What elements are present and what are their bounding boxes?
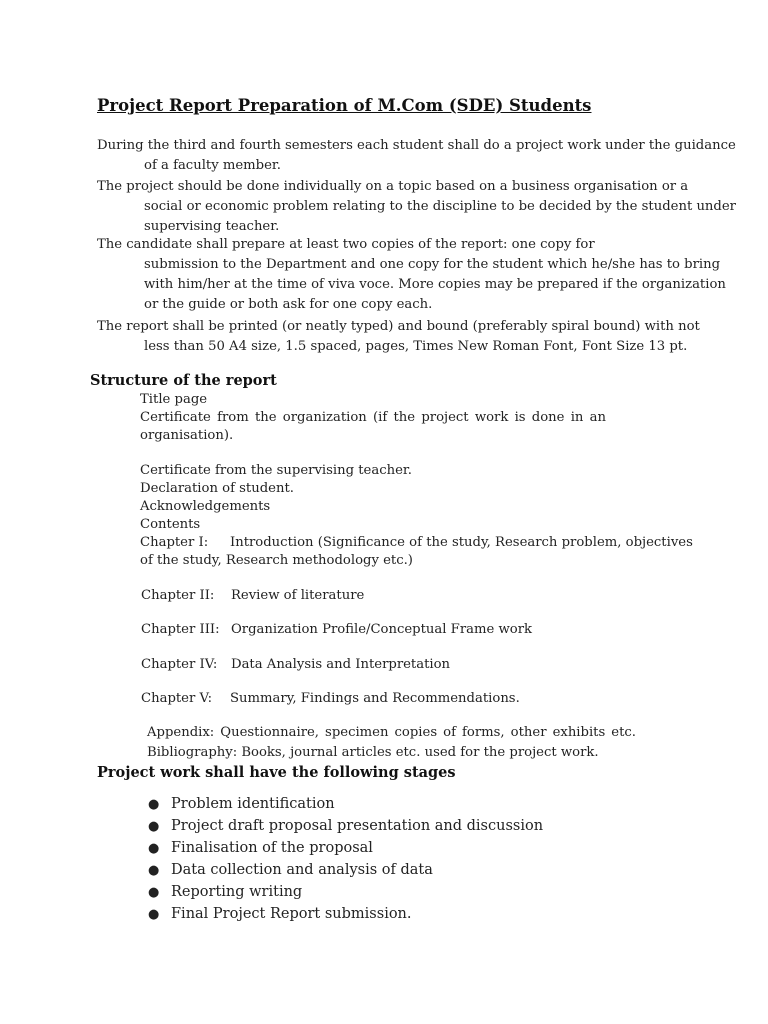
stage-text: Final Project Report submission. [171, 906, 412, 922]
structure-item [140, 410, 606, 425]
paragraph-guidance [97, 136, 736, 176]
structure-item: Certificate from the supervising teacher. [140, 463, 412, 478]
bullet-icon: ● [148, 907, 160, 922]
paragraph-line: The report shall be printed (or neatly typed) and bound (preferably spiral bound) with not [97, 319, 700, 334]
chapter-label: Chapter V: [141, 691, 213, 706]
structure-heading: Structure of the report [90, 372, 277, 389]
structure-item: Declaration of student. [140, 481, 294, 496]
paragraph-line: with him/her at the time of viva voce. More copies may be prepared if the organization [144, 277, 726, 292]
stage-text: Reporting writing [171, 884, 303, 900]
paragraph-topic [97, 177, 736, 237]
stages-heading: Project work shall have the following stages [97, 764, 456, 781]
paragraph-line: The project should be done individually on a topic based on a business organisation or a [97, 179, 689, 194]
bullet-icon: ● [148, 885, 160, 900]
paragraph-line: or the guide or both ask for one copy each. [144, 297, 433, 312]
chapter-label: Chapter II: [141, 588, 215, 603]
bibliography-line: Bibliography: Books, journal articles etc. used for the project work. [147, 745, 599, 760]
stage-text: Project draft proposal presentation and discussion [171, 818, 544, 834]
chapter-text: Summary, Findings and Recommendations. [230, 691, 520, 706]
chapter-text: Review of literature [231, 588, 365, 603]
structure-item: Acknowledgements [140, 499, 271, 514]
chapter-text: Introduction (Significance of the study, Research problem, objectives [230, 535, 693, 550]
stage-text: Problem identification [171, 796, 335, 812]
paragraph-line: supervising teacher. [144, 219, 280, 234]
paragraph-line: During the third and fourth semesters each student shall do a project work under the guidance [97, 138, 736, 153]
chapter-row-1-cont: of the study, Research methodology etc.) [140, 553, 413, 568]
chapter-label: Chapter I: [140, 535, 209, 550]
stage-item [148, 906, 412, 922]
structure-item: organisation). [140, 428, 234, 443]
bullet-icon: ● [148, 819, 160, 834]
chapter-row-4 [141, 657, 450, 672]
bullet-icon: ● [148, 797, 160, 812]
paragraph-line: The candidate shall prepare at least two copies of the report: one copy for [97, 237, 595, 252]
paragraph-line: social or economic problem relating to the discipline to be decided by the student under [144, 199, 736, 214]
bullet-icon: ● [148, 841, 160, 856]
appendix-line [147, 725, 636, 740]
chapter-text: Organization Profile/Conceptual Frame work [231, 622, 533, 637]
stage-item [148, 818, 543, 834]
chapter-text: Data Analysis and Interpretation [231, 657, 451, 672]
paragraph-line: less than 50 A4 size, 1.5 spaced, pages, Times New Roman Font, Font Size 13 pt. [144, 339, 688, 354]
chapter-label: Chapter IV: [141, 657, 218, 672]
stage-item [148, 796, 335, 812]
chapter-row-5 [141, 691, 520, 706]
stage-item [148, 862, 433, 878]
paragraph-copies [97, 235, 726, 315]
bullet-icon: ● [148, 863, 160, 878]
appendix-text: Appendix: Questionnaire, specimen copies of forms, other exhibits etc. [147, 725, 636, 740]
stage-text: Data collection and analysis of data [171, 862, 433, 878]
chapter-label: Chapter III: [141, 622, 220, 637]
page-title: Project Report Preparation of M.Com (SDE) Students [97, 96, 592, 115]
stage-text: Finalisation of the proposal [171, 840, 373, 856]
paragraph-line: of a faculty member. [144, 158, 281, 173]
stage-item [148, 884, 302, 900]
paragraph-line: submission to the Department and one copy for the student which he/she has to bring [144, 257, 721, 272]
structure-item: Contents [140, 517, 201, 532]
structure-item: Title page [140, 392, 208, 407]
chapter-row-2 [141, 588, 364, 603]
structure-item-text: Certificate from the organization (if the project work is done in an [140, 410, 606, 425]
chapter-row-1 [140, 535, 693, 550]
chapter-row-3 [141, 622, 532, 637]
paragraph-format [97, 317, 700, 357]
stage-item [148, 840, 373, 856]
